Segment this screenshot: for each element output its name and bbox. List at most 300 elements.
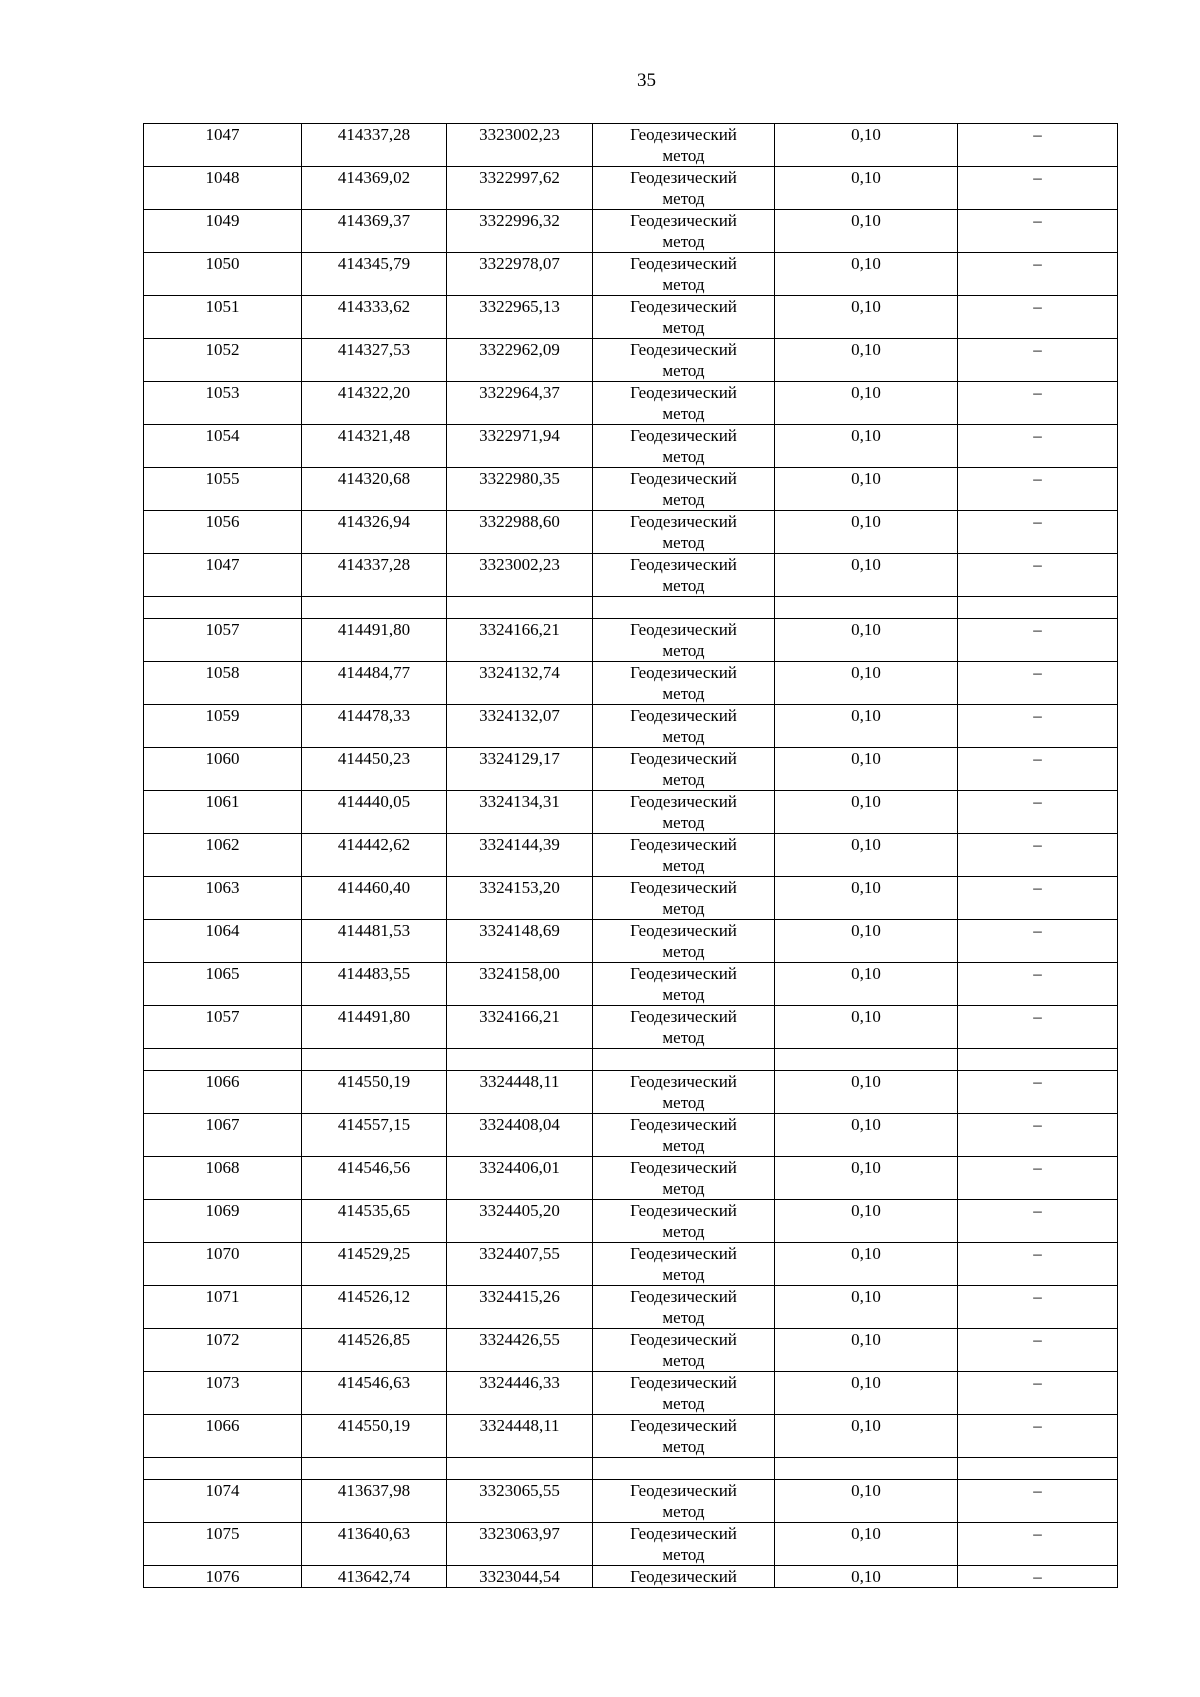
table-row bbox=[144, 296, 1118, 339]
method-line-1: Геодезический bbox=[630, 512, 737, 531]
table-row bbox=[144, 1157, 1118, 1200]
method-line-2: метод bbox=[662, 189, 705, 208]
table-row bbox=[144, 167, 1118, 210]
method-line-1: Геодезический bbox=[630, 383, 737, 402]
method-cell bbox=[593, 619, 775, 662]
method-line-1: Геодезический bbox=[630, 964, 737, 983]
method-line-2: метод bbox=[662, 447, 705, 466]
accuracy-cell: 0,10 bbox=[775, 1415, 958, 1458]
note-cell: – bbox=[958, 1286, 1118, 1329]
y-coordinate-cell: 3322965,13 bbox=[447, 296, 593, 339]
method-cell bbox=[593, 1523, 775, 1566]
y-coordinate-cell: 3324415,26 bbox=[447, 1286, 593, 1329]
accuracy-cell: 0,10 bbox=[775, 339, 958, 382]
table-row bbox=[144, 382, 1118, 425]
note-cell: – bbox=[958, 1523, 1118, 1566]
accuracy-cell: 0,10 bbox=[775, 425, 958, 468]
y-coordinate-cell: 3322978,07 bbox=[447, 253, 593, 296]
method-cell bbox=[593, 511, 775, 554]
method-line-2: метод bbox=[662, 404, 705, 423]
method-line-1: Геодезический bbox=[630, 663, 737, 682]
method-cell bbox=[593, 1415, 775, 1458]
table-row bbox=[144, 619, 1118, 662]
x-coordinate-cell: 414369,02 bbox=[302, 167, 447, 210]
table-row bbox=[144, 554, 1118, 597]
y-coordinate-cell: 3324129,17 bbox=[447, 748, 593, 791]
empty-cell bbox=[775, 1049, 958, 1071]
y-coordinate-cell: 3322971,94 bbox=[447, 425, 593, 468]
y-coordinate-cell: 3324448,11 bbox=[447, 1071, 593, 1114]
note-cell: – bbox=[958, 1157, 1118, 1200]
point-number-cell: 1057 bbox=[144, 1006, 302, 1049]
accuracy-cell: 0,10 bbox=[775, 1372, 958, 1415]
x-coordinate-cell: 414321,48 bbox=[302, 425, 447, 468]
method-cell bbox=[593, 1114, 775, 1157]
empty-cell bbox=[593, 1458, 775, 1480]
method-line-2: метод bbox=[662, 770, 705, 789]
x-coordinate-cell: 414484,77 bbox=[302, 662, 447, 705]
method-line-2: метод bbox=[662, 1545, 705, 1564]
table-row bbox=[144, 1286, 1118, 1329]
method-line-1: Геодезический bbox=[630, 1244, 737, 1263]
y-coordinate-cell: 3324153,20 bbox=[447, 877, 593, 920]
y-coordinate-cell: 3322980,35 bbox=[447, 468, 593, 511]
method-cell bbox=[593, 468, 775, 511]
empty-cell bbox=[302, 1049, 447, 1071]
method-line-2: метод bbox=[662, 576, 705, 595]
y-coordinate-cell: 3324406,01 bbox=[447, 1157, 593, 1200]
method-line-1: Геодезический bbox=[630, 1524, 737, 1543]
y-coordinate-cell: 3324448,11 bbox=[447, 1415, 593, 1458]
y-coordinate-cell: 3324407,55 bbox=[447, 1243, 593, 1286]
accuracy-cell: 0,10 bbox=[775, 511, 958, 554]
accuracy-cell: 0,10 bbox=[775, 210, 958, 253]
table-row bbox=[144, 1114, 1118, 1157]
point-number-cell: 1047 bbox=[144, 124, 302, 167]
accuracy-cell: 0,10 bbox=[775, 1286, 958, 1329]
note-cell: – bbox=[958, 1415, 1118, 1458]
y-coordinate-cell: 3322964,37 bbox=[447, 382, 593, 425]
method-line-2: метод bbox=[662, 899, 705, 918]
x-coordinate-cell: 414550,19 bbox=[302, 1415, 447, 1458]
accuracy-cell: 0,10 bbox=[775, 1006, 958, 1049]
table-row bbox=[144, 834, 1118, 877]
note-cell: – bbox=[958, 468, 1118, 511]
accuracy-cell: 0,10 bbox=[775, 1329, 958, 1372]
note-cell: – bbox=[958, 167, 1118, 210]
method-cell bbox=[593, 1243, 775, 1286]
method-cell bbox=[593, 1157, 775, 1200]
table-row bbox=[144, 1566, 1118, 1588]
method-line-2: метод bbox=[662, 985, 705, 1004]
note-cell: – bbox=[958, 662, 1118, 705]
accuracy-cell: 0,10 bbox=[775, 1523, 958, 1566]
method-line-1: Геодезический bbox=[630, 1158, 737, 1177]
coordinates-table-body bbox=[144, 124, 1118, 1588]
method-line-1: Геодезический bbox=[630, 1072, 737, 1091]
method-cell bbox=[593, 791, 775, 834]
y-coordinate-cell: 3324132,07 bbox=[447, 705, 593, 748]
y-coordinate-cell: 3324134,31 bbox=[447, 791, 593, 834]
accuracy-cell: 0,10 bbox=[775, 791, 958, 834]
method-line-1: Геодезический bbox=[630, 1567, 737, 1586]
method-cell bbox=[593, 339, 775, 382]
method-cell bbox=[593, 877, 775, 920]
method-line-2: метод bbox=[662, 232, 705, 251]
table-row bbox=[144, 425, 1118, 468]
point-number-cell: 1062 bbox=[144, 834, 302, 877]
method-line-2: метод bbox=[662, 1136, 705, 1155]
method-cell bbox=[593, 1006, 775, 1049]
note-cell: – bbox=[958, 210, 1118, 253]
y-coordinate-cell: 3324426,55 bbox=[447, 1329, 593, 1372]
accuracy-cell: 0,10 bbox=[775, 253, 958, 296]
x-coordinate-cell: 414326,94 bbox=[302, 511, 447, 554]
point-number-cell: 1075 bbox=[144, 1523, 302, 1566]
method-line-2: метод bbox=[662, 1437, 705, 1456]
method-line-1: Геодезический bbox=[630, 168, 737, 187]
method-cell bbox=[593, 920, 775, 963]
y-coordinate-cell: 3322997,62 bbox=[447, 167, 593, 210]
method-line-2: метод bbox=[662, 361, 705, 380]
note-cell: – bbox=[958, 1372, 1118, 1415]
method-line-1: Геодезический bbox=[630, 1201, 737, 1220]
method-line-2: метод bbox=[662, 490, 705, 509]
point-number-cell: 1066 bbox=[144, 1071, 302, 1114]
note-cell: – bbox=[958, 1566, 1118, 1588]
x-coordinate-cell: 414460,40 bbox=[302, 877, 447, 920]
table-row bbox=[144, 1415, 1118, 1458]
point-number-cell: 1068 bbox=[144, 1157, 302, 1200]
y-coordinate-cell: 3324405,20 bbox=[447, 1200, 593, 1243]
x-coordinate-cell: 414526,85 bbox=[302, 1329, 447, 1372]
table-row bbox=[144, 1523, 1118, 1566]
note-cell: – bbox=[958, 1071, 1118, 1114]
method-cell bbox=[593, 834, 775, 877]
accuracy-cell: 0,10 bbox=[775, 124, 958, 167]
x-coordinate-cell: 414483,55 bbox=[302, 963, 447, 1006]
note-cell: – bbox=[958, 511, 1118, 554]
empty-cell bbox=[447, 597, 593, 619]
method-line-2: метод bbox=[662, 727, 705, 746]
x-coordinate-cell: 414557,15 bbox=[302, 1114, 447, 1157]
y-coordinate-cell: 3324446,33 bbox=[447, 1372, 593, 1415]
note-cell: – bbox=[958, 425, 1118, 468]
point-number-cell: 1064 bbox=[144, 920, 302, 963]
method-line-1: Геодезический bbox=[630, 835, 737, 854]
method-cell bbox=[593, 253, 775, 296]
method-cell bbox=[593, 748, 775, 791]
note-cell: – bbox=[958, 1480, 1118, 1523]
point-number-cell: 1059 bbox=[144, 705, 302, 748]
method-line-2: метод bbox=[662, 146, 705, 165]
accuracy-cell: 0,10 bbox=[775, 1480, 958, 1523]
x-coordinate-cell: 414440,05 bbox=[302, 791, 447, 834]
x-coordinate-cell: 414481,53 bbox=[302, 920, 447, 963]
y-coordinate-cell: 3323044,54 bbox=[447, 1566, 593, 1588]
x-coordinate-cell: 413642,74 bbox=[302, 1566, 447, 1588]
method-line-1: Геодезический bbox=[630, 340, 737, 359]
y-coordinate-cell: 3323063,97 bbox=[447, 1523, 593, 1566]
note-cell: – bbox=[958, 382, 1118, 425]
accuracy-cell: 0,10 bbox=[775, 963, 958, 1006]
accuracy-cell: 0,10 bbox=[775, 382, 958, 425]
method-cell bbox=[593, 1071, 775, 1114]
accuracy-cell: 0,10 bbox=[775, 834, 958, 877]
method-line-1: Геодезический bbox=[630, 1481, 737, 1500]
accuracy-cell: 0,10 bbox=[775, 468, 958, 511]
method-line-2: метод bbox=[662, 942, 705, 961]
note-cell: – bbox=[958, 1114, 1118, 1157]
table-row bbox=[144, 1243, 1118, 1286]
point-number-cell: 1047 bbox=[144, 554, 302, 597]
method-line-1: Геодезический bbox=[630, 1115, 737, 1134]
point-number-cell: 1056 bbox=[144, 511, 302, 554]
accuracy-cell: 0,10 bbox=[775, 1114, 958, 1157]
table-row bbox=[144, 511, 1118, 554]
table-row bbox=[144, 1006, 1118, 1049]
accuracy-cell: 0,10 bbox=[775, 1566, 958, 1588]
accuracy-cell: 0,10 bbox=[775, 748, 958, 791]
method-line-1: Геодезический bbox=[630, 1330, 737, 1349]
y-coordinate-cell: 3323002,23 bbox=[447, 124, 593, 167]
table-row bbox=[144, 1071, 1118, 1114]
accuracy-cell: 0,10 bbox=[775, 296, 958, 339]
method-cell bbox=[593, 705, 775, 748]
note-cell: – bbox=[958, 834, 1118, 877]
x-coordinate-cell: 414337,28 bbox=[302, 554, 447, 597]
x-coordinate-cell: 414369,37 bbox=[302, 210, 447, 253]
empty-cell bbox=[958, 597, 1118, 619]
method-line-2: метод bbox=[662, 318, 705, 337]
point-number-cell: 1072 bbox=[144, 1329, 302, 1372]
empty-cell bbox=[775, 1458, 958, 1480]
x-coordinate-cell: 414337,28 bbox=[302, 124, 447, 167]
method-line-2: метод bbox=[662, 856, 705, 875]
method-cell bbox=[593, 382, 775, 425]
empty-cell bbox=[447, 1458, 593, 1480]
method-cell bbox=[593, 1200, 775, 1243]
point-number-cell: 1055 bbox=[144, 468, 302, 511]
y-coordinate-cell: 3322988,60 bbox=[447, 511, 593, 554]
point-number-cell: 1065 bbox=[144, 963, 302, 1006]
note-cell: – bbox=[958, 253, 1118, 296]
y-coordinate-cell: 3324408,04 bbox=[447, 1114, 593, 1157]
method-line-2: метод bbox=[662, 813, 705, 832]
accuracy-cell: 0,10 bbox=[775, 920, 958, 963]
method-line-1: Геодезический bbox=[630, 878, 737, 897]
table-row bbox=[144, 124, 1118, 167]
method-line-2: метод bbox=[662, 275, 705, 294]
point-number-cell: 1051 bbox=[144, 296, 302, 339]
point-number-cell: 1050 bbox=[144, 253, 302, 296]
x-coordinate-cell: 414550,19 bbox=[302, 1071, 447, 1114]
table-row bbox=[144, 791, 1118, 834]
method-cell bbox=[593, 1480, 775, 1523]
x-coordinate-cell: 414345,79 bbox=[302, 253, 447, 296]
note-cell: – bbox=[958, 619, 1118, 662]
x-coordinate-cell: 414333,62 bbox=[302, 296, 447, 339]
point-number-cell: 1069 bbox=[144, 1200, 302, 1243]
x-coordinate-cell: 413637,98 bbox=[302, 1480, 447, 1523]
x-coordinate-cell: 414320,68 bbox=[302, 468, 447, 511]
note-cell: – bbox=[958, 1006, 1118, 1049]
method-line-1: Геодезический bbox=[630, 921, 737, 940]
y-coordinate-cell: 3324144,39 bbox=[447, 834, 593, 877]
point-number-cell: 1060 bbox=[144, 748, 302, 791]
method-line-1: Геодезический bbox=[630, 1416, 737, 1435]
empty-cell bbox=[144, 1458, 302, 1480]
note-cell: – bbox=[958, 877, 1118, 920]
method-cell bbox=[593, 1566, 775, 1588]
method-line-1: Геодезический bbox=[630, 1287, 737, 1306]
method-line-2: метод bbox=[662, 1179, 705, 1198]
point-number-cell: 1074 bbox=[144, 1480, 302, 1523]
note-cell: – bbox=[958, 1243, 1118, 1286]
method-line-1: Геодезический bbox=[630, 749, 737, 768]
point-number-cell: 1057 bbox=[144, 619, 302, 662]
y-coordinate-cell: 3324158,00 bbox=[447, 963, 593, 1006]
y-coordinate-cell: 3324166,21 bbox=[447, 619, 593, 662]
empty-cell bbox=[775, 597, 958, 619]
point-number-cell: 1070 bbox=[144, 1243, 302, 1286]
x-coordinate-cell: 414526,12 bbox=[302, 1286, 447, 1329]
accuracy-cell: 0,10 bbox=[775, 662, 958, 705]
method-line-1: Геодезический bbox=[630, 620, 737, 639]
point-number-cell: 1067 bbox=[144, 1114, 302, 1157]
table-row bbox=[144, 705, 1118, 748]
page-number: 35 bbox=[637, 70, 656, 91]
x-coordinate-cell: 414327,53 bbox=[302, 339, 447, 382]
table-row bbox=[144, 920, 1118, 963]
method-line-1: Геодезический bbox=[630, 297, 737, 316]
point-number-cell: 1048 bbox=[144, 167, 302, 210]
table-row bbox=[144, 1372, 1118, 1415]
method-cell bbox=[593, 296, 775, 339]
blank-separator-row bbox=[144, 1049, 1118, 1071]
point-number-cell: 1052 bbox=[144, 339, 302, 382]
point-number-cell: 1054 bbox=[144, 425, 302, 468]
note-cell: – bbox=[958, 296, 1118, 339]
method-line-2: метод bbox=[662, 1308, 705, 1327]
note-cell: – bbox=[958, 339, 1118, 382]
method-line-2: метод bbox=[662, 533, 705, 552]
method-cell bbox=[593, 167, 775, 210]
empty-cell bbox=[302, 597, 447, 619]
note-cell: – bbox=[958, 920, 1118, 963]
note-cell: – bbox=[958, 124, 1118, 167]
empty-cell bbox=[302, 1458, 447, 1480]
point-number-cell: 1053 bbox=[144, 382, 302, 425]
table-row bbox=[144, 877, 1118, 920]
method-line-2: метод bbox=[662, 1502, 705, 1521]
method-cell bbox=[593, 1329, 775, 1372]
blank-separator-row bbox=[144, 1458, 1118, 1480]
accuracy-cell: 0,10 bbox=[775, 877, 958, 920]
empty-cell bbox=[447, 1049, 593, 1071]
y-coordinate-cell: 3322962,09 bbox=[447, 339, 593, 382]
x-coordinate-cell: 414450,23 bbox=[302, 748, 447, 791]
method-line-1: Геодезический bbox=[630, 1007, 737, 1026]
method-line-1: Геодезический bbox=[630, 426, 737, 445]
table-row bbox=[144, 210, 1118, 253]
x-coordinate-cell: 414491,80 bbox=[302, 1006, 447, 1049]
table-row bbox=[144, 662, 1118, 705]
table-row bbox=[144, 339, 1118, 382]
method-line-2: метод bbox=[662, 1028, 705, 1047]
method-line-2: метод bbox=[662, 641, 705, 660]
empty-cell bbox=[144, 1049, 302, 1071]
method-line-2: метод bbox=[662, 1222, 705, 1241]
table-row bbox=[144, 1329, 1118, 1372]
x-coordinate-cell: 414442,62 bbox=[302, 834, 447, 877]
accuracy-cell: 0,10 bbox=[775, 1243, 958, 1286]
table-row bbox=[144, 748, 1118, 791]
y-coordinate-cell: 3323002,23 bbox=[447, 554, 593, 597]
accuracy-cell: 0,10 bbox=[775, 167, 958, 210]
point-number-cell: 1058 bbox=[144, 662, 302, 705]
accuracy-cell: 0,10 bbox=[775, 1157, 958, 1200]
blank-separator-row bbox=[144, 597, 1118, 619]
method-cell bbox=[593, 1286, 775, 1329]
point-number-cell: 1049 bbox=[144, 210, 302, 253]
point-number-cell: 1076 bbox=[144, 1566, 302, 1588]
empty-cell bbox=[958, 1458, 1118, 1480]
method-cell bbox=[593, 210, 775, 253]
table-row bbox=[144, 963, 1118, 1006]
method-line-1: Геодезический bbox=[630, 792, 737, 811]
accuracy-cell: 0,10 bbox=[775, 554, 958, 597]
accuracy-cell: 0,10 bbox=[775, 1200, 958, 1243]
note-cell: – bbox=[958, 748, 1118, 791]
x-coordinate-cell: 414478,33 bbox=[302, 705, 447, 748]
method-line-1: Геодезический bbox=[630, 555, 737, 574]
method-line-1: Геодезический bbox=[630, 211, 737, 230]
method-line-1: Геодезический bbox=[630, 706, 737, 725]
method-cell bbox=[593, 554, 775, 597]
table-row bbox=[144, 253, 1118, 296]
x-coordinate-cell: 414529,25 bbox=[302, 1243, 447, 1286]
note-cell: – bbox=[958, 791, 1118, 834]
table-row bbox=[144, 468, 1118, 511]
note-cell: – bbox=[958, 1329, 1118, 1372]
point-number-cell: 1071 bbox=[144, 1286, 302, 1329]
method-line-2: метод bbox=[662, 1265, 705, 1284]
point-number-cell: 1063 bbox=[144, 877, 302, 920]
note-cell: – bbox=[958, 963, 1118, 1006]
empty-cell bbox=[958, 1049, 1118, 1071]
accuracy-cell: 0,10 bbox=[775, 1071, 958, 1114]
y-coordinate-cell: 3324148,69 bbox=[447, 920, 593, 963]
y-coordinate-cell: 3324132,74 bbox=[447, 662, 593, 705]
x-coordinate-cell: 414535,65 bbox=[302, 1200, 447, 1243]
note-cell: – bbox=[958, 705, 1118, 748]
y-coordinate-cell: 3324166,21 bbox=[447, 1006, 593, 1049]
empty-cell bbox=[593, 597, 775, 619]
note-cell: – bbox=[958, 1200, 1118, 1243]
point-number-cell: 1061 bbox=[144, 791, 302, 834]
x-coordinate-cell: 414546,63 bbox=[302, 1372, 447, 1415]
x-coordinate-cell: 414546,56 bbox=[302, 1157, 447, 1200]
method-cell bbox=[593, 425, 775, 468]
method-cell bbox=[593, 963, 775, 1006]
y-coordinate-cell: 3322996,32 bbox=[447, 210, 593, 253]
method-line-2: метод bbox=[662, 1093, 705, 1112]
y-coordinate-cell: 3323065,55 bbox=[447, 1480, 593, 1523]
note-cell: – bbox=[958, 554, 1118, 597]
method-line-2: метод bbox=[662, 1394, 705, 1413]
coordinates-table bbox=[143, 123, 1118, 1588]
